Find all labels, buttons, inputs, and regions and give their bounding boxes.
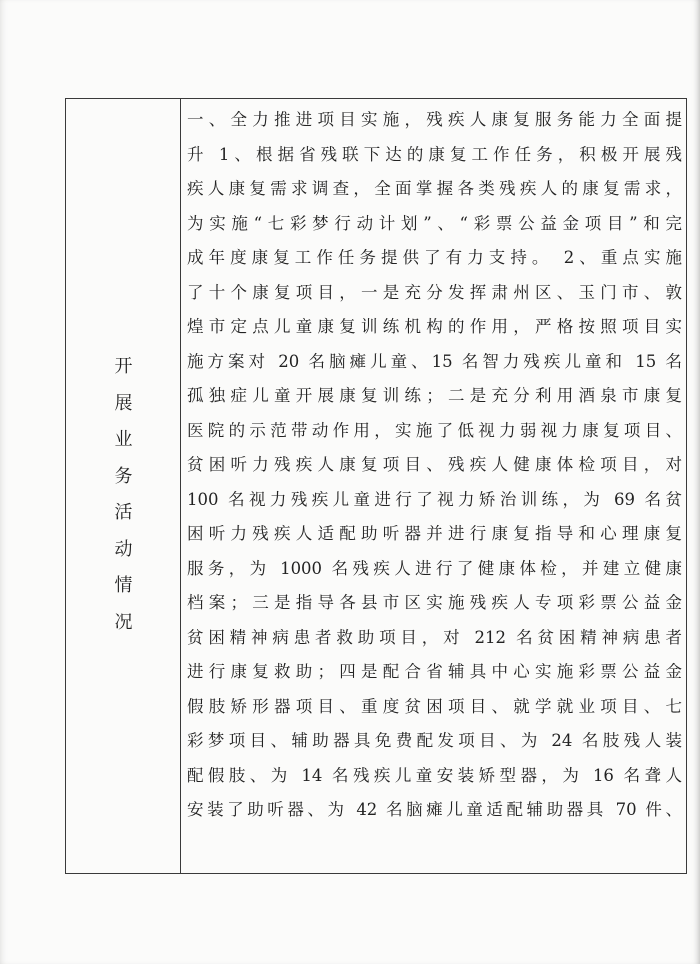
content-line: 100 名视力残疾儿童进行了视力矫治训练，为 69 名贫 [187, 489, 682, 509]
content-line: 煌市定点儿童康复训练机构的作用，严格按照项目实 [187, 317, 682, 336]
label-cell [66, 99, 181, 873]
vertical-label [66, 349, 181, 641]
content-line: 为实施“七彩梦行动计划”、“彩票公益金项目”和完 [187, 213, 682, 233]
content-line: 配假肢、为 14 名残疾儿童安装矫型器，为 16 名聋人 [187, 765, 682, 785]
label-char: 务 [114, 465, 133, 487]
content-line: 服务，为 1000 名残疾人进行了健康体检，并建立健康 [187, 558, 682, 578]
content-line: 疾人康复需求调查，全面掌握各类残疾人的康复需求， [187, 179, 682, 198]
content-line: 假肢矫形器项目、重度贫困项目、就学就业项目、七 [187, 696, 682, 716]
label-char: 展 [114, 392, 133, 414]
content-line: 彩梦项目、辅助器具免费配发项目、为 24 名肢残人装 [187, 731, 682, 750]
content-line: 升 1、根据省残联下达的康复工作任务，积极开展残 [187, 144, 682, 164]
label-char: 情 [114, 575, 133, 596]
form-table [65, 98, 687, 874]
content-cell [187, 103, 682, 828]
label-char: 况 [114, 611, 133, 633]
content-line: 一、全力推进项目实施，残疾人康复服务能力全面提 [187, 110, 682, 129]
content-line: 进行康复救助；四是配合省辅具中心实施彩票公益金 [187, 662, 682, 681]
label-char: 活 [114, 502, 133, 523]
content-line: 了十个康复项目，一是充分发挥肃州区、玉门市、敦 [187, 282, 682, 302]
label-char: 动 [114, 538, 133, 560]
content-line: 安装了助听器、为 42 名脑瘫儿童适配辅助器具 70 件、 [187, 800, 682, 819]
label-char: 开 [114, 356, 133, 377]
content-line: 困听力残疾人适配助听器并进行康复指导和心理康复 [187, 524, 682, 543]
content-line: 贫困精神病患者救助项目，对 212 名贫困精神病患者 [187, 627, 682, 647]
content-line: 孤独症儿童开展康复训练；二是充分利用酒泉市康复 [187, 386, 682, 405]
content-line: 档案；三是指导各县市区实施残疾人专项彩票公益金 [187, 593, 682, 612]
content-line: 成年度康复工作任务提供了有力支持。 2、重点实施 [187, 248, 682, 267]
label-char: 业 [114, 429, 133, 450]
content-line: 医院的示范带动作用，实施了低视力弱视力康复项目、 [187, 420, 682, 440]
content-line: 施方案对 20 名脑瘫儿童、15 名智力残疾儿童和 15 名 [187, 351, 682, 371]
content-line: 贫困听力残疾人康复项目、残疾人健康体检项目，对 [187, 455, 682, 474]
